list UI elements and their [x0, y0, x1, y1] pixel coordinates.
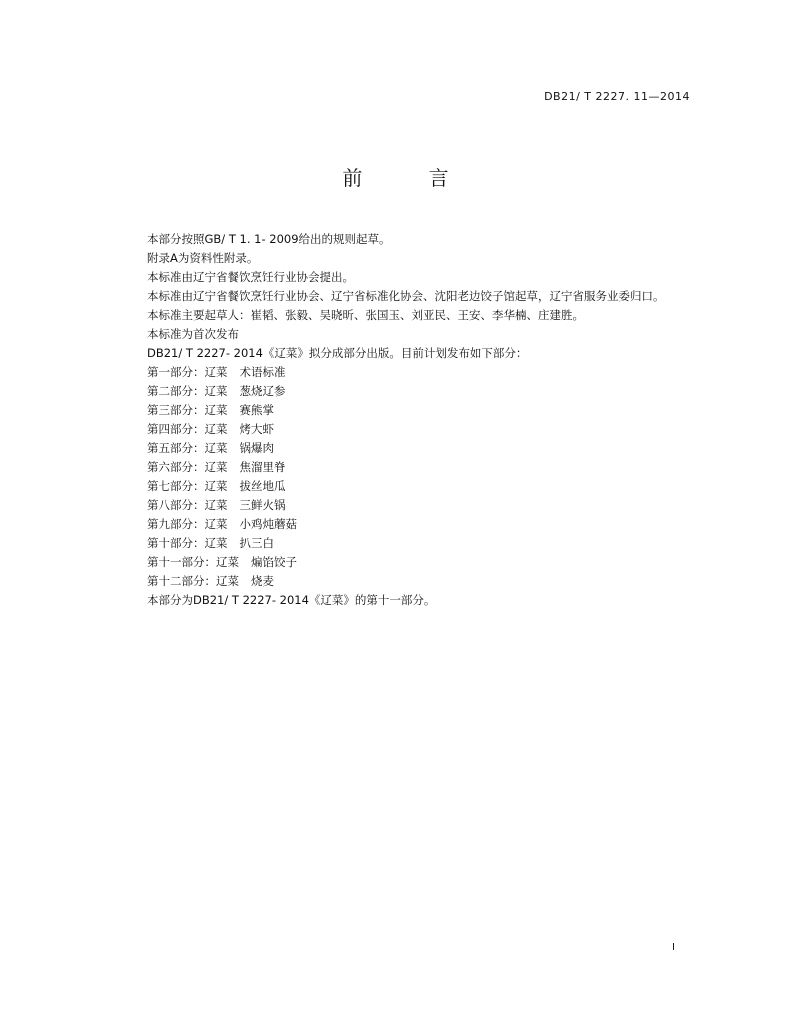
- part-prefix: 第十一部分：辽菜: [147, 555, 239, 569]
- part-prefix: 第一部分：辽菜: [147, 365, 228, 379]
- list-item: [122, 363, 692, 382]
- page-number: I: [672, 942, 675, 953]
- part-prefix: 第七部分：辽菜: [147, 479, 228, 493]
- paragraph-main-drafters: 本标准主要起草人：崔韬、张毅、吴晓昕、张国玉、刘亚民、王安、李华楠、庄建胜。: [147, 308, 584, 322]
- list-item: [122, 477, 692, 496]
- list-item: [122, 515, 692, 534]
- part-prefix: 第十二部分：辽菜: [147, 574, 239, 588]
- part-name: 焦溜里脊: [239, 460, 286, 474]
- part-name: 烤大虾: [239, 422, 274, 436]
- paragraph-drafters-org: 本标准由辽宁省餐饮烹饪行业协会、辽宁省标准化协会、沈阳老边饺子馆起草，辽宁省服务业委归口。: [147, 289, 665, 303]
- part-name: 煸馅饺子: [251, 555, 297, 569]
- page-title: 前 言: [342, 166, 479, 190]
- list-item: [122, 572, 692, 591]
- part-name: 术语标准: [239, 365, 286, 379]
- parts-list: [122, 363, 692, 591]
- list-item: [122, 534, 692, 553]
- list-item: [122, 496, 692, 515]
- document-code: DB21/ T 2227. 11—2014: [544, 90, 690, 103]
- list-item: [122, 439, 692, 458]
- part-name: 葱烧辽参: [239, 384, 286, 398]
- part-prefix: 第九部分：辽菜: [147, 517, 228, 531]
- part-prefix: 第八部分：辽菜: [147, 498, 228, 512]
- foreword-body: [122, 230, 692, 610]
- part-name: 烧麦: [251, 574, 274, 588]
- part-prefix: 第五部分：辽菜: [147, 441, 228, 455]
- paragraph-closing: 本部分为DB21/ T 2227- 2014《辽菜》的第十一部分。: [147, 593, 436, 607]
- part-name: 扒三白: [239, 536, 274, 550]
- list-item: [122, 458, 692, 477]
- part-prefix: 第三部分：辽菜: [147, 403, 228, 417]
- part-name: 拔丝地瓜: [239, 479, 286, 493]
- list-item: [122, 553, 692, 572]
- part-name: 锅爆肉: [239, 441, 274, 455]
- part-prefix: 第二部分：辽菜: [147, 384, 228, 398]
- paragraph-proposer: 本标准由辽宁省餐饮烹饪行业协会提出。: [147, 270, 354, 284]
- part-name: 三鲜火锅: [239, 498, 286, 512]
- part-prefix: 第十部分：辽菜: [147, 536, 228, 550]
- paragraph-appendix: 附录A为资料性附录。: [147, 251, 259, 265]
- paragraph-drafting-rules: 本部分按照GB/ T 1. 1- 2009给出的规则起草。: [147, 232, 391, 246]
- list-item: [122, 382, 692, 401]
- part-name: 赛熊掌: [239, 403, 274, 417]
- list-item: [122, 420, 692, 439]
- part-name: 小鸡炖蘑菇: [239, 517, 297, 531]
- paragraph-plan: DB21/ T 2227- 2014《辽菜》拟分成部分出版。目前计划发布如下部分：: [147, 346, 528, 360]
- paragraph-first-release: 本标准为首次发布: [147, 327, 239, 341]
- part-prefix: 第六部分：辽菜: [147, 460, 228, 474]
- list-item: [122, 401, 692, 420]
- part-prefix: 第四部分：辽菜: [147, 422, 228, 436]
